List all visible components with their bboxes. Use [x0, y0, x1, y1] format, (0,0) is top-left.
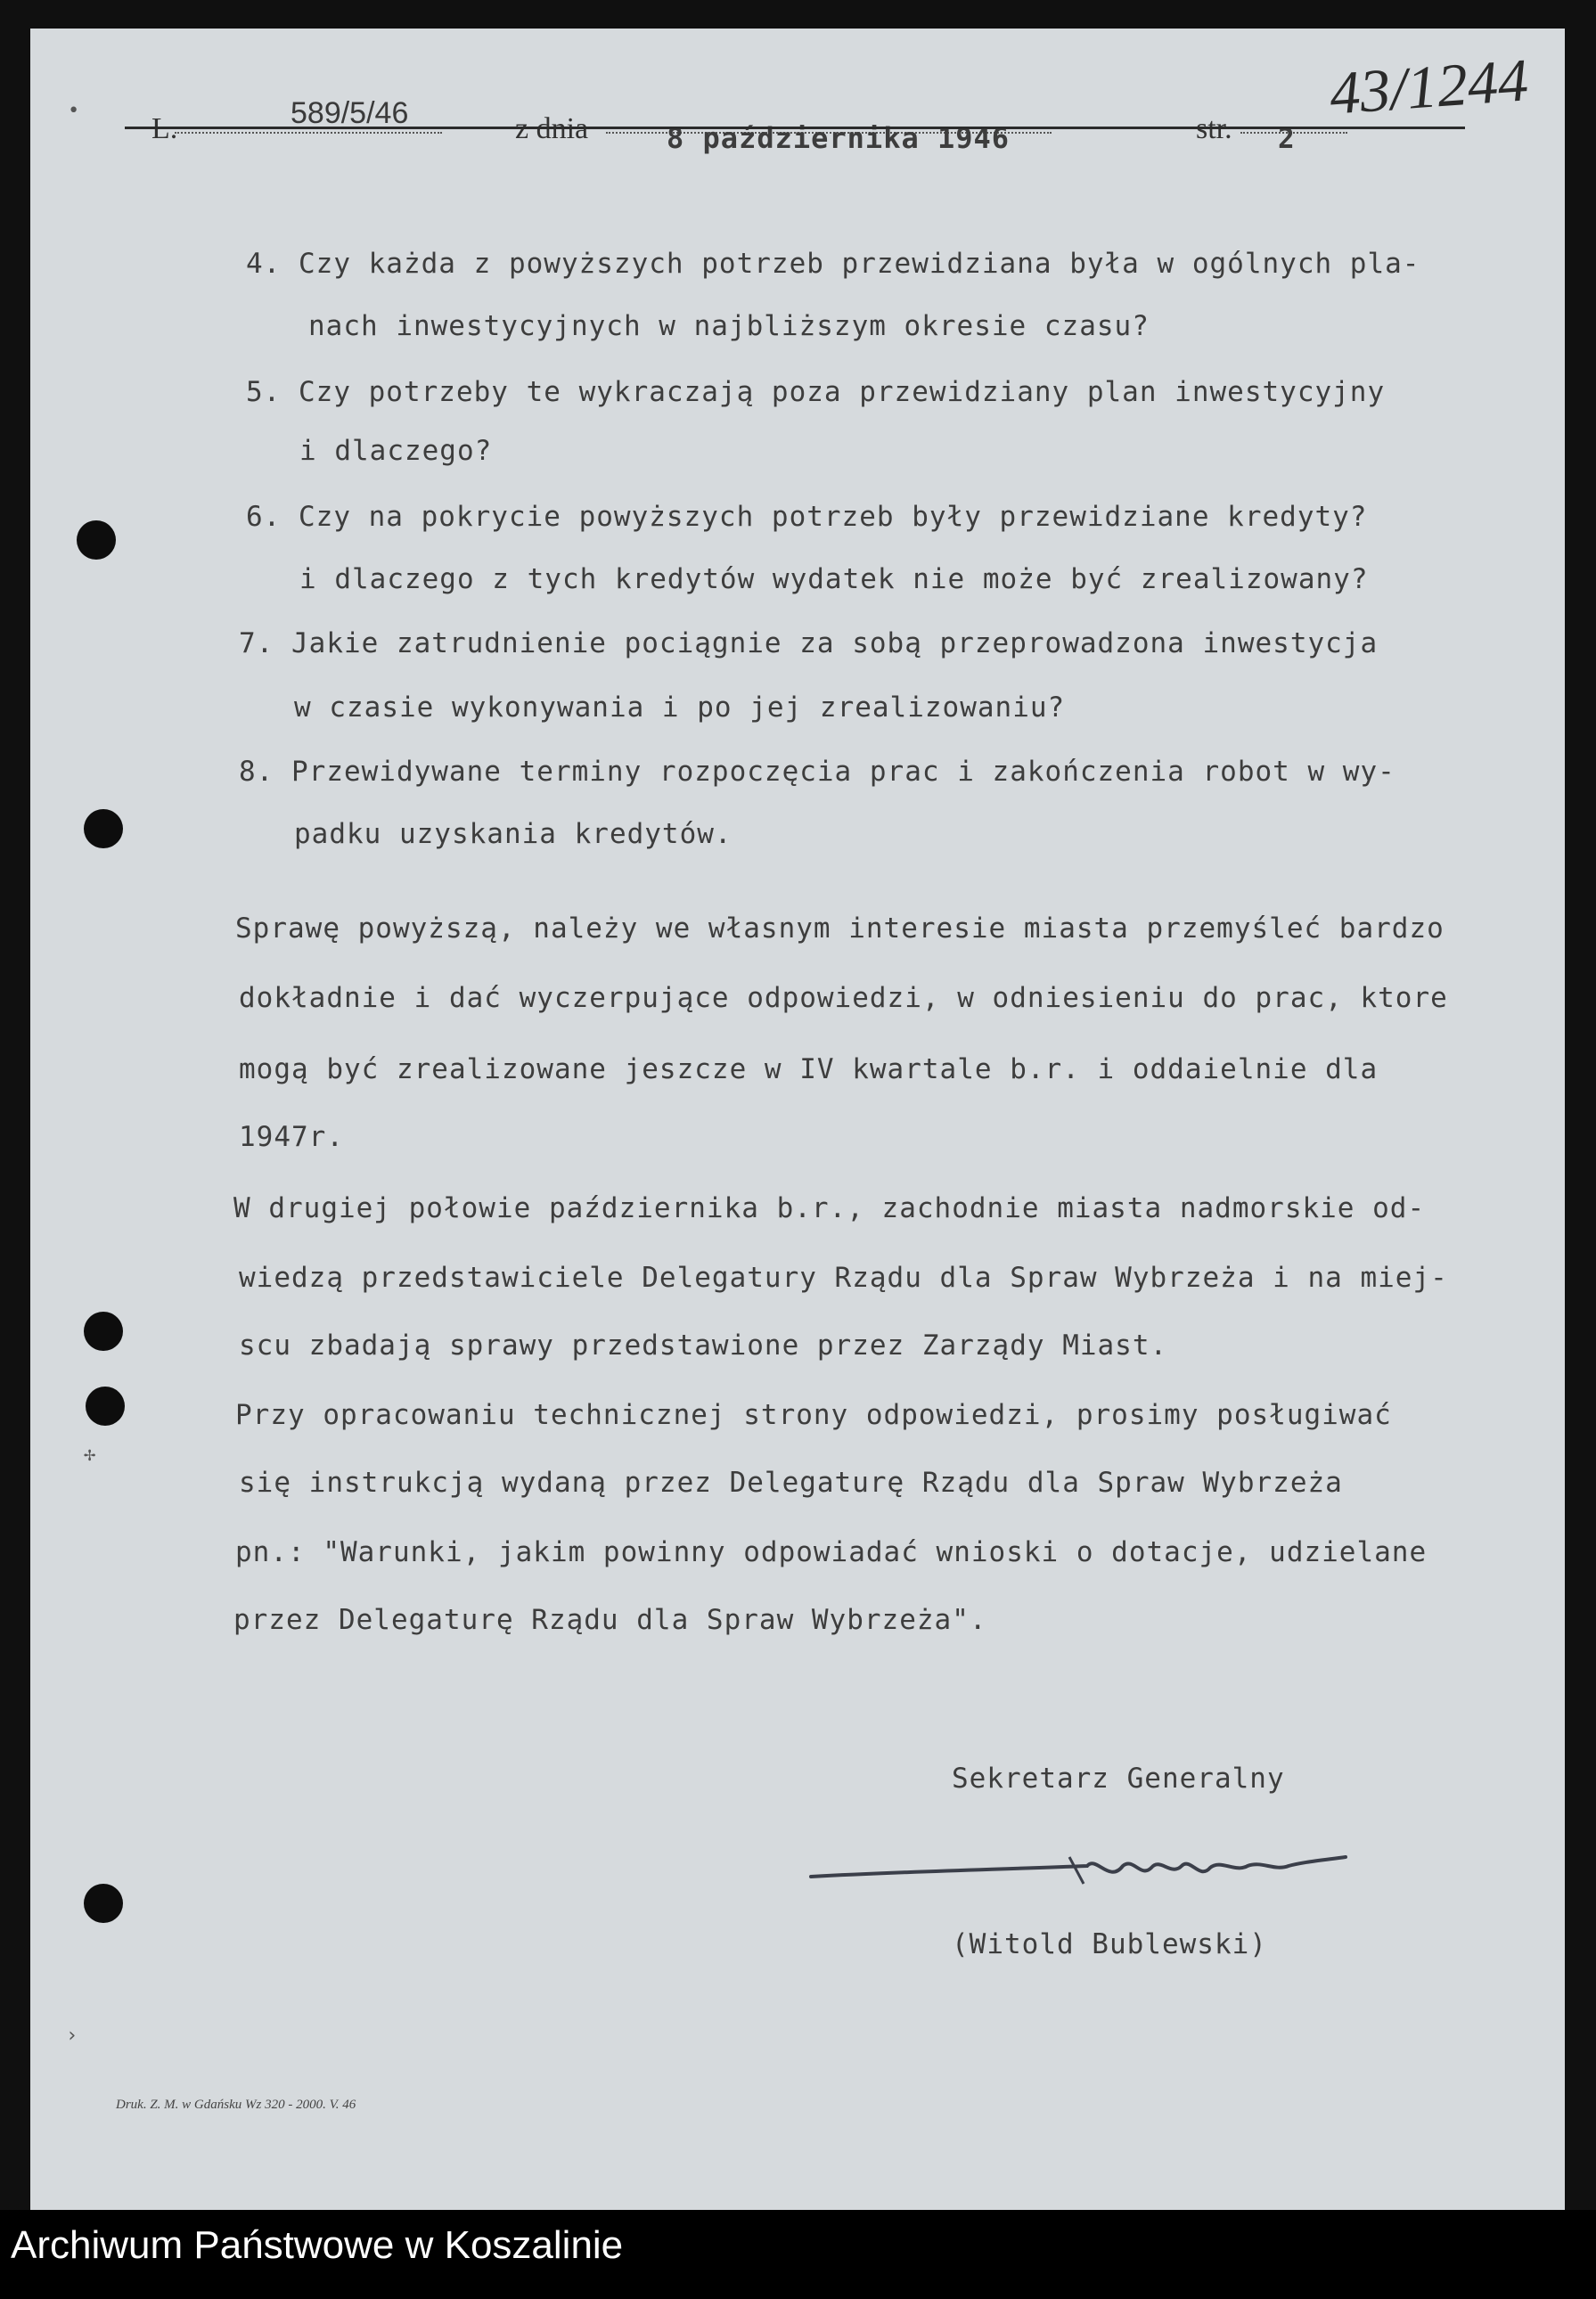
- item-5-line-2: i dlaczego?: [299, 435, 493, 467]
- body-line: Przy opracowaniu technicznej strony odpowiedzi, prosimy posługiwać: [235, 1399, 1392, 1431]
- body-line: się instrukcją wydaną przez Delegaturę Rządu dla Spraw Wybrzeża: [239, 1467, 1343, 1499]
- item-7-line-2: w czasie wykonywania i po jej zrealizowaniu?: [294, 691, 1066, 724]
- signatory-name: (Witold Bublewski): [952, 1928, 1267, 1960]
- handwritten-signature: [802, 1830, 1372, 1910]
- punch-hole: [77, 520, 116, 560]
- punch-hole: [84, 1884, 123, 1923]
- item-6-line-2: i dlaczego z tych kredytów wydatek nie może być zrealizowany?: [299, 563, 1369, 595]
- punch-hole: [84, 1312, 123, 1351]
- printer-imprint: Druk. Z. M. w Gdańsku Wz 320 - 2000. V. 46: [116, 2098, 356, 2112]
- header-rule: [125, 127, 1465, 129]
- body-line: przez Delegaturę Rządu dla Spraw Wybrzeża".: [233, 1604, 987, 1636]
- item-5-line-1: 5. Czy potrzeby te wykraczają poza przewidziany plan inwestycyjny: [246, 376, 1386, 408]
- item-4-line-2: nach inwestycyjnych w najbliższym okresie czasu?: [308, 310, 1150, 342]
- l-label: L.: [151, 112, 178, 145]
- margin-mark: ✢: [84, 1444, 96, 1466]
- reference-number: 589/5/46: [291, 96, 409, 130]
- margin-mark: ›: [66, 2025, 78, 2047]
- item-4-line-1: 4. Czy każda z powyższych potrzeb przewidziana była w ogólnych pla-: [246, 248, 1420, 280]
- item-8-line-2: padku uzyskania kredytów.: [294, 818, 733, 850]
- item-8-line-1: 8. Przewidywane terminy rozpoczęcia prac i zakończenia robot w wy-: [239, 756, 1395, 788]
- margin-mark: •: [68, 100, 80, 122]
- date-value: 8 października 1946: [667, 121, 1011, 155]
- archive-watermark-label: Archiwum Państwowe w Koszalinie: [11, 2223, 624, 2267]
- punch-hole: [84, 809, 123, 848]
- body-line: 1947r.: [239, 1121, 344, 1153]
- body-line: W drugiej połowie października b.r., zachodnie miasta nadmorskie od-: [233, 1192, 1426, 1224]
- date-label: z dnia: [515, 112, 589, 145]
- body-line: scu zbadają sprawy przedstawione przez Zarządy Miast.: [239, 1329, 1168, 1362]
- body-line: wiedzą przedstawiciele Delegatury Rządu dla Spraw Wybrzeża i na miej-: [239, 1262, 1448, 1294]
- signatory-title: Sekretarz Generalny: [952, 1763, 1285, 1795]
- body-line: pn.: "Warunki, jakim powinny odpowiadać wnioski o dotacje, udzielane: [235, 1536, 1428, 1568]
- punch-hole: [86, 1387, 125, 1426]
- body-line: mogą być zrealizowane jeszcze w IV kwartale b.r. i oddaielnie dla: [239, 1053, 1379, 1085]
- item-7-line-1: 7. Jakie zatrudnienie pociągnie za sobą przeprowadzona inwestycja: [239, 627, 1379, 659]
- body-line: dokładnie i dać wyczerpujące odpowiedzi, w odniesieniu do prac, ktore: [239, 982, 1448, 1014]
- item-6-line-1: 6. Czy na pokrycie powyższych potrzeb były przewidziane kredyty?: [246, 501, 1368, 533]
- page-value: 2: [1278, 123, 1296, 155]
- ref-dotted-line: [175, 132, 442, 134]
- body-line: Sprawę powyższą, należy we własnym interesie miasta przemyśleć bardzo: [235, 912, 1445, 945]
- page-label: str.: [1196, 112, 1232, 145]
- archive-folio-number: 43/1244: [1327, 45, 1531, 127]
